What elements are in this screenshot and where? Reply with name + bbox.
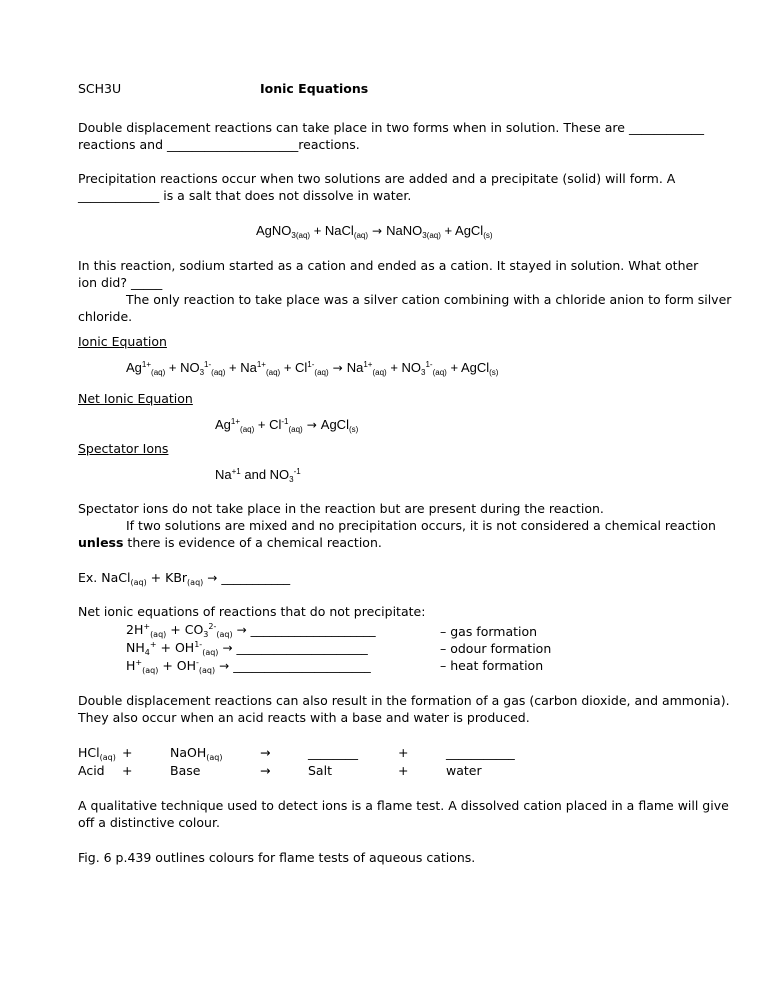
water-label: water (446, 763, 482, 778)
nonprecip-reaction-2: $NH_4^+ + OH^{1-}_{(aq)}$ → _____________________ (126, 640, 368, 657)
plus-sign: + (398, 763, 409, 778)
page-title: Ionic Equations (260, 81, 369, 96)
nonprecip-heading: Net ionic equations of reactions that do not precipitate: (78, 604, 426, 619)
net-ionic-heading: Net Ionic Equation (78, 391, 193, 406)
para6-line2: off a distinctive colour. (78, 815, 220, 830)
nonprecip-reaction-1: $2H^+_{(aq)} + CO_3^{2-}_{(aq)}$ → ____________________ (126, 622, 376, 639)
plus-sign: + (122, 763, 133, 778)
acid-formula: HCl$_{(aq)}$ (78, 745, 116, 762)
nonprecip-reaction-3: $H^+_{(aq)} + OH^-_{(aq)}$ → ______________________ (126, 658, 371, 675)
main-equation: AgNO$_{3(aq)}$ + NaCl$_{(aq)}$ → NaNO$_{3(aq)}$ + AgCl$_{(s)}$ (256, 223, 493, 240)
note-gas: – gas formation (440, 624, 538, 639)
reaction-arrow-icon: → (332, 361, 343, 375)
plus-sign: + (398, 745, 409, 760)
net-ionic-equation: $Ag^{1+}_{(aq)} + Cl^{-1}_{(aq)}$ → AgCl$_{(s)}$ (215, 417, 359, 434)
ionic-equation: $Ag^{1+}_{(aq)} + NO_3^{1-}_{(aq)} + Na^{1+}_{(aq)} + Cl^{1-}_{(aq)} \to Na^{1+}_{(aq)} + NO_3^{1-}_{(aq)}$ + AgCl$_{(s)}$ (126, 360, 499, 377)
reaction-arrow-icon: → (219, 659, 230, 673)
note-heat: – heat formation (440, 658, 544, 673)
para2-line1: Precipitation reactions occur when two solutions are added and a precipitate (solid) will form. A (78, 171, 676, 186)
reaction-arrow-icon: → (260, 745, 271, 760)
para3-line4: chloride. (78, 309, 133, 324)
base-formula: NaOH$_{(aq)}$ (170, 745, 223, 762)
reaction-arrow-icon: → (306, 418, 317, 432)
para3-line3: The only reaction to take place was a silver cation combining with a chloride anion to form silver (126, 292, 732, 307)
para3-line2: ion did? _____ (78, 275, 163, 290)
ionic-equation-heading: Ionic Equation (78, 334, 167, 349)
para2-line2: _____________ is a salt that does not dissolve in water. (78, 188, 412, 203)
reaction-arrow-icon: → (222, 641, 233, 655)
para4-line3: unless there is evidence of a chemical reaction. (78, 535, 382, 550)
reaction-arrow-icon: → (372, 224, 383, 238)
salt-blank: ________ (308, 745, 358, 760)
reaction-arrow-icon: → (236, 623, 247, 637)
para1-line2: reactions and _____________________reactions. (78, 137, 360, 152)
para5-line1: Double displacement reactions can also result in the formation of a gas (carbon dioxide, and ammonia). (78, 693, 730, 708)
para5-line2: They also occur when an acid reacts with a base and water is produced. (78, 710, 530, 725)
note-odour: – odour formation (440, 641, 552, 656)
spectator-ions-list: $Na^{+1}$ and $NO_3^{-1}$ (215, 467, 301, 484)
water-blank: ___________ (446, 745, 515, 760)
para4-line2: If two solutions are mixed and no precipitation occurs, it is not considered a chemical reaction (126, 518, 716, 533)
salt-label: Salt (308, 763, 332, 778)
para4-line1: Spectator ions do not take place in the reaction but are present during the reaction. (78, 501, 604, 516)
para3-line1: In this reaction, sodium started as a cation and ended as a cation. It stayed in solution. What other (78, 258, 699, 273)
para6-line1: A qualitative technique used to detect ions is a flame test. A dissolved cation placed in a flame will give (78, 798, 729, 813)
spectator-ions-heading: Spectator Ions (78, 441, 169, 456)
acid-label: Acid (78, 763, 105, 778)
para7-line1: Fig. 6 p.439 outlines colours for flame tests of aqueous cations. (78, 850, 476, 865)
plus-sign: + (122, 745, 133, 760)
reaction-arrow-icon: → (207, 571, 218, 585)
para1-line1: Double displacement reactions can take place in two forms when in solution. These are ____________ (78, 120, 704, 135)
course-code: SCH3U (78, 81, 122, 96)
example-equation: Ex. NaCl$_{(aq)}$ + KBr$_{(aq)}$ → ___________ (78, 570, 291, 587)
base-label: Base (170, 763, 201, 778)
reaction-arrow-icon: → (260, 763, 271, 778)
